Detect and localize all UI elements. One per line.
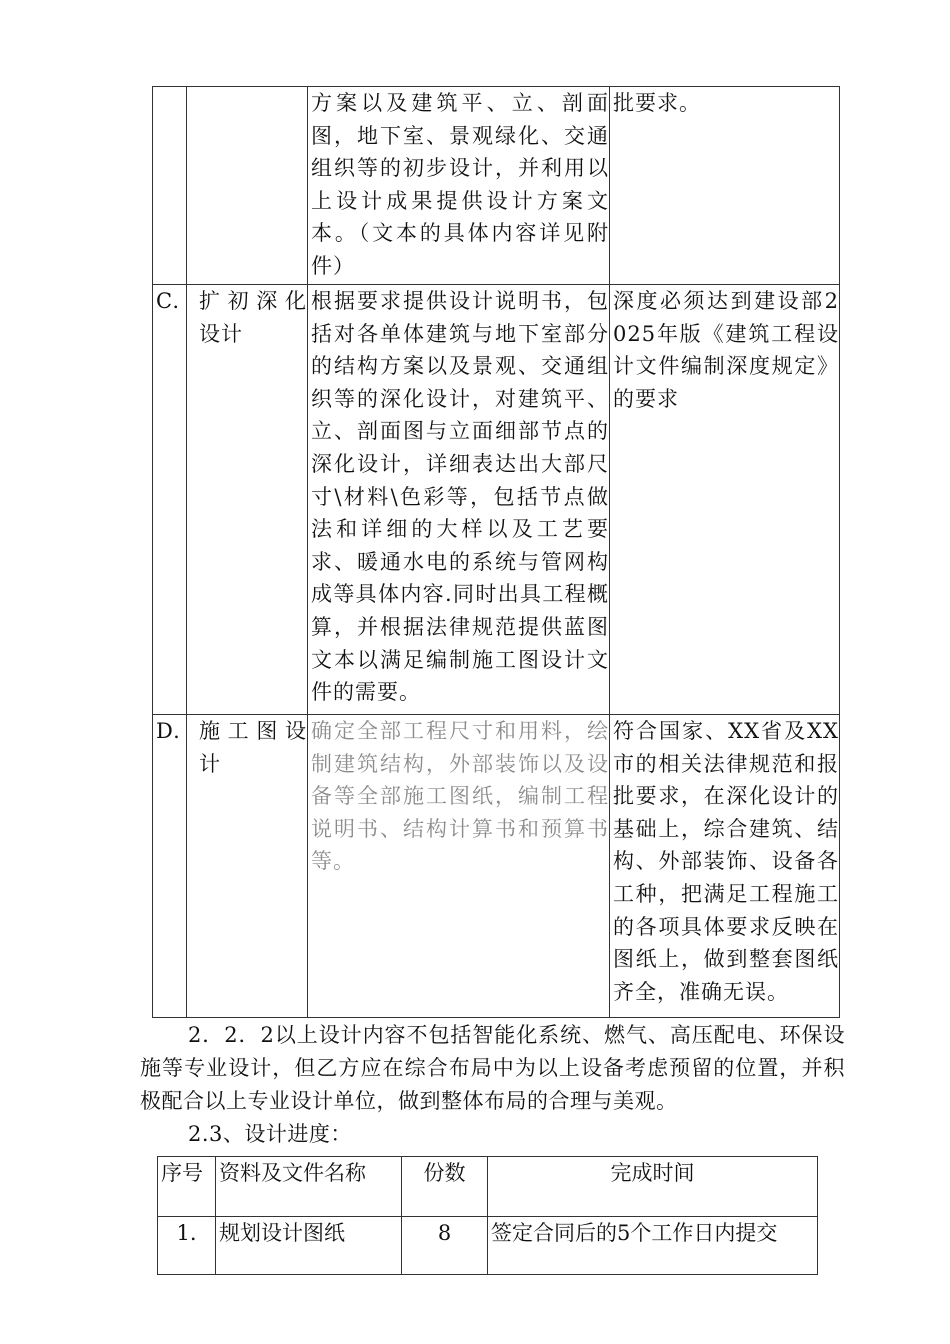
table-row: [153, 715, 840, 1018]
table-row: [153, 87, 840, 285]
stage-name: 扩初深化设计: [187, 285, 308, 715]
table-header-row: [158, 1157, 818, 1217]
header-index: 序号: [158, 1157, 216, 1217]
cell-deadline: 签定合同后的5个工作日内提交: [488, 1217, 818, 1275]
header-copies: 份数: [402, 1157, 488, 1217]
cell-copies: 8: [402, 1217, 488, 1275]
stage-content: 方案以及建筑平、立、剖面图，地下室、景观绿化、交通组织等的初步设计，并利用以上设计成果提供设计方案文本。（文本的具体内容详见附件）: [308, 87, 610, 285]
stage-name: [187, 87, 308, 285]
stage-requirement: 深度必须达到建设部2025年版《建筑工程设计文件编制深度规定》的要求: [610, 285, 840, 715]
stage-requirement: 符合国家、XX省及XX市的相关法律规范和报批要求，在深化设计的基础上，综合建筑、结构、外部装饰、设备各工种，把满足工程施工的各项具体要求反映在图纸上，做到整套图纸齐全，准确无误。: [610, 715, 840, 1018]
table-row: [158, 1217, 818, 1275]
stage-requirement: 批要求。: [610, 87, 840, 285]
stage-content: 根据要求提供设计说明书，包括对各单体建筑与地下室部分的结构方案以及景观、交通组织等的深化设计，对建筑平、立、剖面图与立面细部节点的深化设计，详细表达出大部尺寸\材料\色彩等，包括节点做法和详细的大样以及工艺要求、暖通水电的系统与管网构成等具体内容.同时出具工程概算，并根据法律规范提供蓝图文本以满足编制施工图设计文件的需要。: [308, 285, 610, 715]
header-deadline: 完成时间: [488, 1157, 818, 1217]
table-row: [153, 285, 840, 715]
row-number: [153, 87, 187, 285]
design-content-table: [152, 86, 840, 1018]
stage-name: 施工图设计: [187, 715, 308, 1018]
cell-name: 规划设计图纸: [216, 1217, 402, 1275]
schedule-table: [157, 1156, 818, 1275]
row-number: C.: [153, 285, 187, 715]
stage-content: 确定全部工程尺寸和用料，绘制建筑结构，外部装饰以及设备等全部施工图纸，编制工程说明书、结构计算书和预算书等。: [308, 715, 610, 1018]
section-heading-2-3: 2.3、设计进度：: [188, 1122, 352, 1146]
cell-index: 1.: [158, 1217, 216, 1275]
paragraph-2-2-2: 2．2．2以上设计内容不包括智能化系统、燃气、高压配电、环保设施等专业设计，但乙方应在综合布局中为以上设备考虑预留的位置，并积极配合以上专业设计单位，做到整体布局的合理与美观。: [140, 1023, 845, 1113]
header-name: 资料及文件名称: [216, 1157, 402, 1217]
row-number: D.: [153, 715, 187, 1018]
